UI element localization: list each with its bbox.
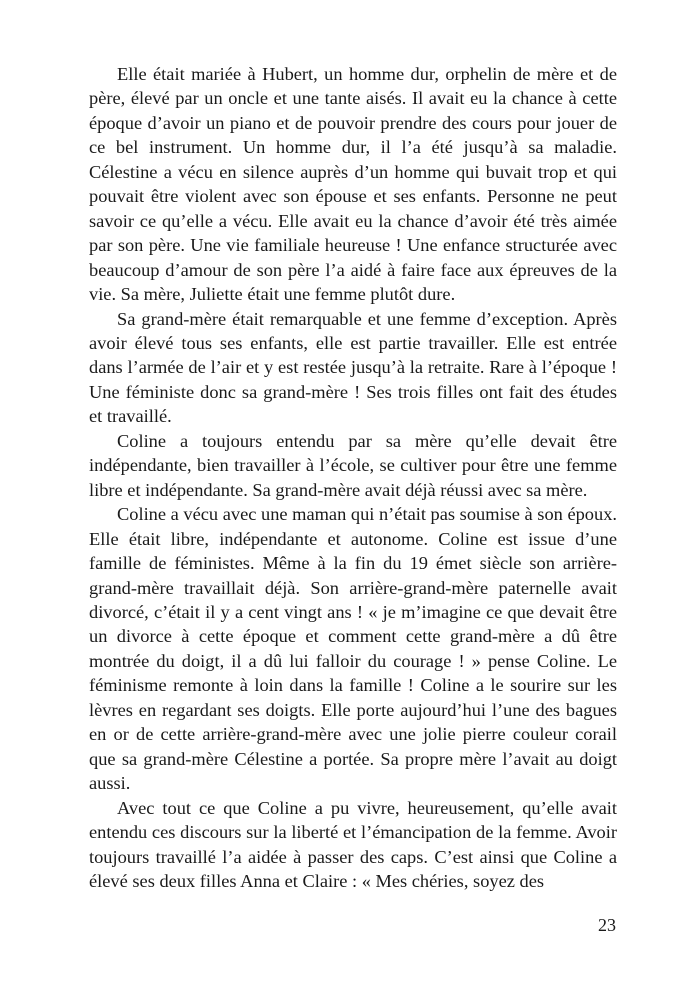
page-body [89,62,617,893]
paragraph-3: Coline a toujours entendu par sa mère qu’elle devait être indépendante, bien travailler à l’école, se cultiver pour être une femme libre et indépendante. Sa grand-mère avait déjà réussi avec sa mère. [89,430,617,500]
paragraph-5: Avec tout ce que Coline a pu vivre, heureusement, qu’elle avait entendu ces discours sur la liberté et l’émancipation de la femme. Avoir toujours travaillé l’a aidée à passer des caps. C’est ainsi que Coline a élevé ses deux filles Anna et Claire : « Mes chéries, soyez des [89,797,617,891]
paragraph-4: Coline a vécu avec une maman qui n’était pas soumise à son époux. Elle était libre, indépendante et autonome. Coline est issue d’une famille de féministes. Même à la fin du 19 émet siècle son arrière-grand-mère travaillait déjà. Son arrière-grand-mère paternelle avait divorcé, c’était il y a cent vingt ans ! « je m’imagine ce que devait être un divorce à cette époque et comment cette grand-mère a dû être montrée du doigt, il a dû lui falloir du courage ! » pense Coline. Le féminisme remonte à loin dans la famille ! Coline a le sourire sur les lèvres en regardant ses doigts. Elle porte aujourd’hui l’une des bagues en or de cette arrière-grand-mère avec une jolie pierre couleur corail que sa grand-mère Célestine a portée. Sa propre mère l’avait au doigt aussi. [89,504,617,794]
paragraph-1: Elle était mariée à Hubert, un homme dur, orphelin de mère et de père, élevé par un oncle et une tante aisés. Il avait eu la chance à cette époque d’avoir un piano et de pouvoir prendre des cours pour jouer de ce bel instrument. Un homme dur, il l’a été jusqu’à sa maladie. Célestine a vécu en silence auprès d’un homme qui buvait trop et qui pouvait être violent avec son épouse et ses enfants. Personne ne peut savoir ce qu’elle a vécu. Elle avait eu la chance d’avoir été très aimée par son père. Une vie familiale heureuse ! Une enfance structurée avec beaucoup d’amour de son père l’a aidé à faire face aux épreuves de la vie. Sa mère, Juliette était une femme plutôt dure. [89,64,617,305]
page-number: 23 [598,915,616,935]
paragraph-2: Sa grand-mère était remarquable et une femme d’exception. Après avoir élevé tous ses enfants, elle est partie travailler. Elle est entrée dans l’armée de l’air et y est restée jusqu’à la retraite. Rare à l’époque ! Une féministe donc sa grand-mère ! Ses trois filles ont fait des études et travaillé. [89,308,617,427]
